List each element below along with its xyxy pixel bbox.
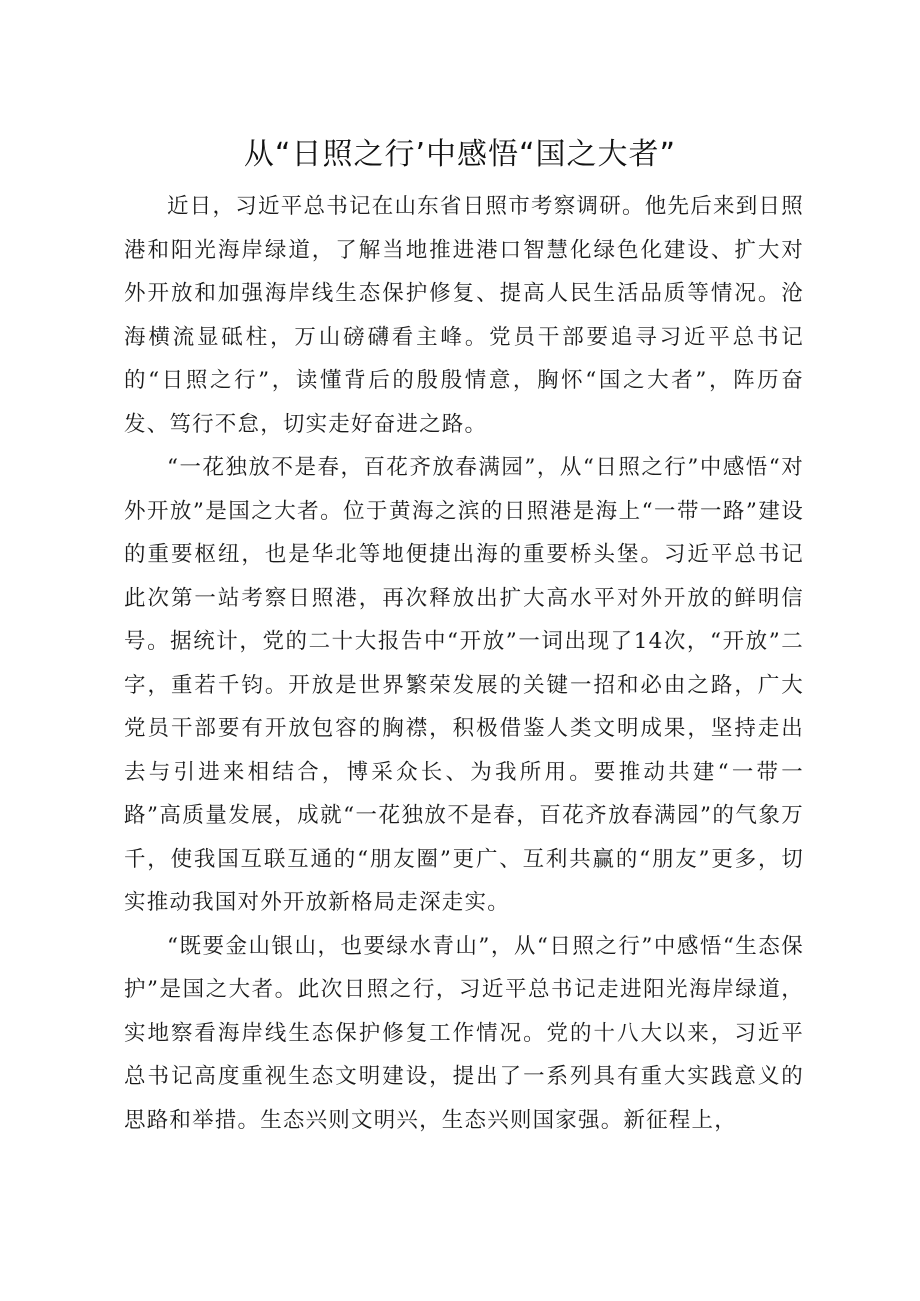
- paragraph-1: 近日，习近平总书记在山东省日照市考察调研。他先后来到日照港和阳光海岸绿道，了解当地推进港口智慧化绿色化建设、扩大对外开放和加强海岸线生态保护修复、提高人民生活品质等情况。沧海横流显砥柱，万山磅礴看主峰。党员干部要追寻习近平总书记的“日照之行”，读懂背后的殷殷情意，胸怀“国之大者”，阵历奋发、笃行不怠，切实走好奋进之路。: [124, 194, 804, 437]
- paragraph-3: “既要金山银山，也要绿水青山”，从“日照之行”中感悟“生态保护”是国之大者。此次日照之行，习近平总书记走进阳光海岸绿道，实地察看海岸线生态保护修复工作情况。党的十八大以来，习近平总书记高度重视生态文明建设，提出了一系列具有重大实践意义的思路和举措。生态兴则文明兴，生态兴则国家强。新征程上，: [124, 933, 804, 1133]
- document-title: 从“日照之行’中感悟“国之大者”: [243, 137, 677, 172]
- document-body: [124, 185, 804, 1142]
- paragraph-2: “一花独放不是春，百花齐放春满园”，从“日照之行”中感悟“对外开放”是国之大者。位于黄海之滨的日照港是海上“一带一路”建设的重要枢纽，也是华北等地便捷出海的重要桥头堡。习近平总书记此次第一站考察日照港，再次释放出扩大高水平对外开放的鲜明信号。据统计，党的二十大报告中“开放”一词出现了14次，“开放”二字，重若千钧。开放是世界繁荣发展的关键一招和必由之路，广大党员干部要有开放包容的胸襟，积极借鉴人类文明成果，坚持走出去与引进来相结合，博采众长、为我所用。要推动共建“一带一路”高质量发展，成就“一花独放不是春，百花齐放春满园”的气象万千，使我国互联互通的“朋友圈”更广、互利共赢的“朋友”更多，切实推动我国对外开放新格局走深走实。: [124, 455, 804, 915]
